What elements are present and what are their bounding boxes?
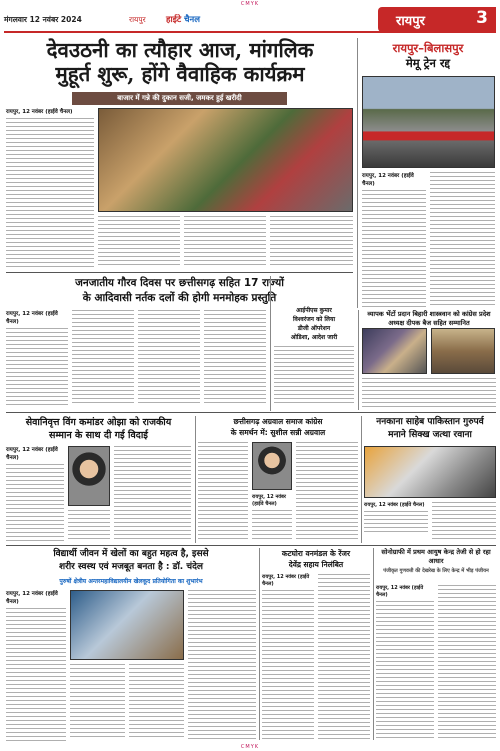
lead-headline: देवउठनी का त्यौहार आज, मांगलिक मुहूर्त शुरू, होंगे वैवाहिक कार्यक्रम [46, 38, 314, 86]
farewell-dateline: रायपुर, 12 नवंबर (हाईवे चैनल) [6, 446, 64, 462]
sports-dateline: रायपुर, 12 नवंबर (हाईवे चैनल) [6, 590, 66, 606]
rail-text-col2 [430, 172, 495, 306]
rail-headline: रायपुर–बिलासपुर मेमू ट्रेन रद्द [392, 41, 464, 70]
section-title: रायपुर [396, 14, 425, 29]
samaj-text-col3 [296, 442, 358, 540]
felicitation-photo-2 [431, 328, 495, 374]
samaj-headline: छत्तीसगढ़ अग्रवाल समाज कांग्रेस के समर्थन में: सुशील सन्नी अग्रवाल [230, 417, 326, 437]
hospital-dateline: रायपुर, 12 नवंबर (हाईवे चैनल) [376, 585, 434, 599]
gurpurab-text-col1 [364, 502, 428, 542]
sikh-jatha-photo [364, 446, 496, 498]
lead-text-col4 [270, 216, 353, 268]
tribal-text-col4 [204, 310, 266, 406]
sports-text-col2 [70, 664, 125, 740]
edition-city: रायपुर [129, 15, 146, 24]
farewell-text-col3 [114, 446, 191, 541]
gurpurab-dateline: रायपुर, 12 नवंबर (हाईवे चैनल) [364, 502, 428, 509]
ranger-text-col2 [318, 574, 370, 740]
rail-text-col1 [362, 172, 426, 306]
page-number: 3 [476, 8, 488, 28]
sports-text-col3 [129, 664, 184, 740]
tribal-text-col3 [138, 310, 200, 406]
rail-dateline: रायपुर, 12 नवंबर (हाईवे चैनल) [362, 172, 426, 188]
sports-text-col1 [6, 590, 66, 740]
samaj-text-col2 [252, 494, 292, 540]
bihari-text [362, 378, 496, 408]
masthead [4, 9, 496, 33]
farewell-text-col2 [68, 510, 110, 541]
tribal-text-col1 [6, 310, 68, 406]
tribal-dateline: रायपुर, 12 नवंबर (हाईवे चैनल) [6, 310, 68, 326]
officer-photo [68, 446, 110, 506]
ranger-dateline: रायपुर, 12 नवंबर (हाईवे चैनल) [262, 574, 314, 588]
hospital-subhead: पंजीकृत गुणवत्ती की देखरेख के लिए केन्द्र में भीड़ पंजीयन [383, 568, 489, 574]
sports-subhead: पुरुषों क्षेत्रीय अन्तरमहाविद्यालयीन खेलकूद प्रतियोगिता का शुभारंभ [59, 578, 203, 585]
lead-text-col3 [184, 216, 266, 268]
sports-headline: विद्यार्थी जीवन में खेलों का बहुत महत्व है, इससे शरीर स्वस्थ एवं मजबूत बनता है : डॉ. चंदेल [53, 549, 209, 572]
channel-name: हाईटे चैनल [166, 15, 201, 25]
hospital-text-col2 [438, 585, 496, 740]
lead-dateline: रायपुर, 12 नवंबर (हाईवे चैनल) [6, 108, 94, 116]
print-mark-top: CMYK [240, 1, 260, 7]
print-mark-bottom: CMYK [240, 744, 260, 750]
felicitation-photo-1 [362, 328, 427, 374]
ips-text [274, 346, 354, 406]
lead-text-col1 [6, 108, 94, 268]
gurpurab-text-col2 [432, 502, 496, 542]
farewell-text-col1 [6, 446, 64, 541]
sports-event-photo [70, 590, 184, 660]
market-photo [98, 108, 353, 212]
sushil-agrawal-photo [252, 442, 292, 490]
bihari-headline: व्यापक भेंटों प्रदान बिहारी शास्त्रवान को कांग्रेस प्रदेश अध्यक्ष दीपक बैज सहित सम्मानित [367, 310, 491, 327]
section-badge [378, 7, 496, 32]
hospital-text-col1 [376, 585, 434, 740]
ips-headline: आईपीएस कुमार विश्वरंजन को लिया डीजी ऑपरेशन ओडिशा, आदेश जारी [274, 306, 354, 342]
sports-text-col4 [188, 590, 256, 740]
farewell-headline: सेवानिवृत्त विंग कमांडर ओझा को राजकीय सम्मान के साथ दी गई विदाई [25, 417, 172, 441]
edition-date: मंगलवार 12 नवंबर 2024 [4, 15, 82, 24]
ranger-text-col1 [262, 574, 314, 740]
samaj-text-col1 [198, 442, 248, 540]
samaj-dateline: रायपुर, 12 नवंबर (हाईवे चैनल) [252, 494, 292, 508]
gurpurab-headline: ननकाना साहेब पाकिस्तान गुरुपर्व मनाने सिक्ख जत्था रवाना [376, 417, 484, 440]
train-photo [362, 76, 495, 168]
tribal-headline: जनजातीय गौरव दिवस पर छत्तीसगढ़ सहित 17 राज्यों के आदिवासी नर्तक दलों की होगी मनमोहक प्रस्तुति [75, 277, 284, 304]
lead-text-col2 [98, 216, 180, 268]
ranger-headline: कटघोरा वनमंडल के रेंजर देवेंद्र सहाय निलंबित [281, 549, 351, 569]
hospital-headline: सोनोग्राफी में प्रथम आयुष केन्द्र तेजी से हो रहा आधार [381, 548, 491, 565]
lead-kicker: बाजार में गन्ने की दुकान सजी, जमकर हुई खरीदी [72, 92, 287, 105]
tribal-text-col2 [72, 310, 134, 406]
